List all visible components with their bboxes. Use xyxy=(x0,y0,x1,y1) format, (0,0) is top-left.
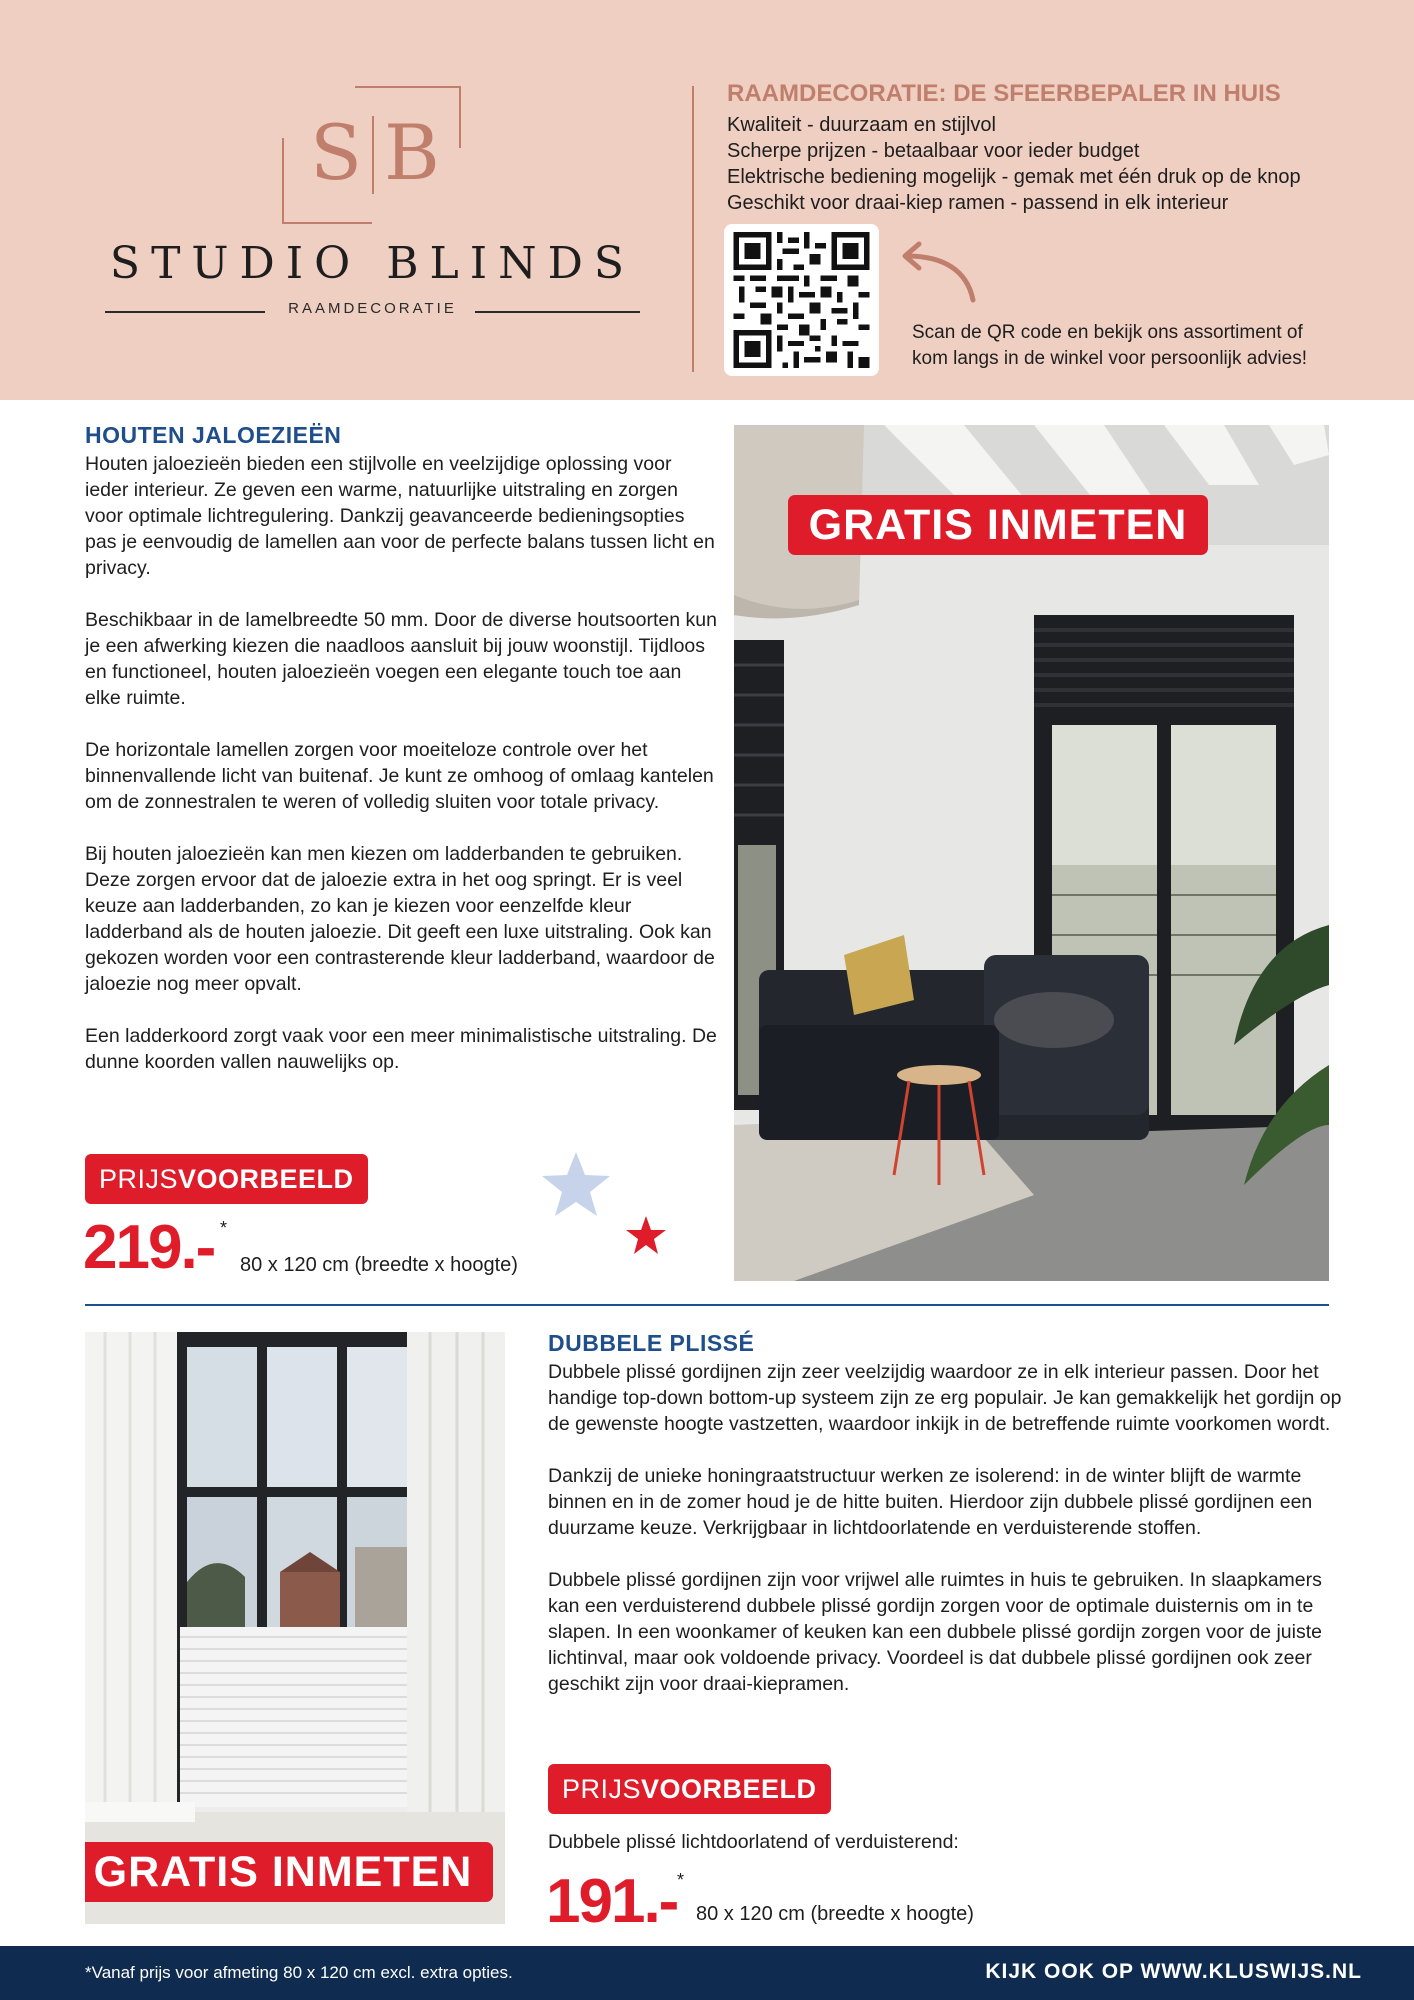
brand-name: STUDIO BLINDS xyxy=(109,238,636,289)
feature-item: Kwaliteit - duurzaam en stijlvol xyxy=(727,114,996,136)
section-body-dubbele-plisse xyxy=(548,1359,1348,1723)
badge-text-light: PRIJS xyxy=(99,1164,179,1194)
price-asterisk: * xyxy=(677,1870,685,1890)
paragraph: De horizontale lamellen zorgen voor moeiteloze controle over het binnenvallende licht van buitenaf. Je kunt ze omhoog of omlaag kantelen om de zonnestralen te weren of volledig sluiten voor totale privacy. xyxy=(85,739,714,813)
paragraph: Een ladderkoord zorgt vaak voor een meer minimalistische uitstraling. De dunne koorden vallen nauwelijks op. xyxy=(85,1025,717,1073)
paragraph: Dubbele plissé gordijnen zijn voor vrijwel alle ruimtes in huis te gebruiken. In slaapkamers kan een verduisterend dubbele plissé gordijn zorgen voor de optimale duisternis om in te slapen. In een woonkamer of keuken kan een dubbele plissé gordijn zorgen voor de juiste lichtinval, maar ook voldoende privacy. Voordeel is dat dubbele plissé gordijnen ook zeer geschikt zijn voor draai-kiepramen. xyxy=(548,1569,1323,1695)
plisse-window-illustration xyxy=(85,1332,505,1924)
feature-item: Scherpe prijzen - betaalbaar voor ieder budget xyxy=(727,140,1140,162)
header-title: RAAMDECORATIE: DE SFEERBEPALER IN HUIS xyxy=(727,80,1281,107)
price-example-badge xyxy=(85,1154,368,1204)
brand-subtitle: RAAMDECORATIE xyxy=(288,300,457,317)
gratis-inmeten-badge: GRATIS INMETEN xyxy=(85,1842,493,1902)
section-divider xyxy=(85,1304,1329,1306)
curved-arrow-icon xyxy=(893,240,983,306)
qr-code-icon xyxy=(733,232,870,368)
star-icon xyxy=(624,1214,668,1258)
price-value: 191.- xyxy=(546,1867,678,1936)
feature-list xyxy=(727,112,1301,216)
logo-letter-s: S xyxy=(310,108,363,197)
qr-note-line: kom langs in de winkel voor persoonlijk advies! xyxy=(912,348,1307,369)
logo-monogram xyxy=(300,108,450,198)
logo-letter-b: B xyxy=(384,108,440,197)
price-asterisk: * xyxy=(220,1218,228,1238)
price-example-badge xyxy=(548,1764,831,1814)
footer-website-link[interactable]: KIJK OOK OP WWW.KLUSWIJS.NL xyxy=(985,1960,1362,1983)
badge-text-bold: VOORBEELD xyxy=(641,1774,817,1804)
living-room-photo xyxy=(734,425,1329,1281)
qr-note-line: Scan de QR code en bekijk ons assortiment of xyxy=(912,322,1303,343)
footer-disclaimer: *Vanaf prijs voor afmeting 80 x 120 cm excl. extra opties. xyxy=(85,1963,513,1982)
star-icon xyxy=(540,1148,612,1220)
brand-rule-right xyxy=(475,311,640,313)
gratis-inmeten-badge: GRATIS INMETEN xyxy=(788,495,1208,555)
paragraph: Beschikbaar in de lamelbreedte 50 mm. Door de diverse houtsoorten kun je een afwerking kiezen die naadloos aansluit bij jouw woonstijl. Tijdloos en functioneel, houten jaloezieën voegen een elegante touch toe aan elke ruimte. xyxy=(85,609,717,709)
paragraph: Bij houten jaloezieën kan men kiezen om ladderbanden te gebruiken. Deze zorgen ervoor dat de jaloezie extra in het oog springt. Er is veel keuze aan ladderbanden, zo kan je kiezen voor eenzelfde kleur ladderband als de houten jaloezie. Dit geeft een luxe uitstraling. Ook kan gekozen worden voor een contrasterende kleur ladderband, waardoor de jaloezie nog meer opvalt. xyxy=(85,843,715,995)
price-size: 80 x 120 cm (breedte x hoogte) xyxy=(240,1254,518,1276)
badge-text-light: PRIJS xyxy=(562,1774,642,1804)
header-banner xyxy=(0,0,1414,400)
brand-subtitle-row xyxy=(105,300,640,322)
paragraph: Dubbele plissé gordijnen zijn zeer veelzijdig waardoor ze in elk interieur passen. Door het handige top-down bottom-up systeem zijn ze erg populair. Je kan gemakkelijk het gordijn op de gewenste hoogte vastzetten, waardoor inkijk in de betreffende ruimte voorkomen wordt. xyxy=(548,1361,1342,1435)
section-title-houten-jaloezieen: HOUTEN JALOEZIEËN xyxy=(85,422,342,448)
footer-bar xyxy=(0,1946,1414,2000)
feature-item: Elektrische bediening mogelijk - gemak met één druk op de knop xyxy=(727,166,1301,188)
badge-text-bold: VOORBEELD xyxy=(178,1164,354,1194)
paragraph: Dankzij de unieke honingraatstructuur werken ze isolerend: in de winter blijft de warmte binnen en in de zomer houd je de hitte buiten. Hierdoor zijn dubbele plissé gordijnen een duurzame keuze. Verkrijgbaar in lichtdoorlatende en verduisterende stoffen. xyxy=(548,1465,1313,1539)
section-title-dubbele-plisse: DUBBELE PLISSÉ xyxy=(548,1330,755,1356)
price-value: 219.- xyxy=(83,1213,215,1282)
plisse-window-photo xyxy=(85,1332,505,1924)
paragraph: Houten jaloezieën bieden een stijlvolle en veelzijdige oplossing voor ieder interieur. Ze geven een warme, natuurlijke uitstraling en zorgen voor optimale lichtregulering. Dankzij geavanceerde bedieningsopties pas je eenvoudig de lamellen aan voor de perfecte balans tussen licht en privacy. xyxy=(85,453,715,579)
price-size: 80 x 120 cm (breedte x hoogte) xyxy=(696,1903,974,1925)
price-caption: Dubbele plissé lichtdoorlatend of verduisterend: xyxy=(548,1831,959,1853)
section-body-houten-jaloezieen xyxy=(85,451,717,1101)
feature-item: Geschikt voor draai-kiep ramen - passend in elk interieur xyxy=(727,192,1229,214)
qr-note xyxy=(912,320,1382,372)
logo-divider xyxy=(372,116,374,194)
brand-rule-left xyxy=(105,311,265,313)
header-divider xyxy=(692,86,694,372)
qr-code[interactable] xyxy=(724,224,879,376)
